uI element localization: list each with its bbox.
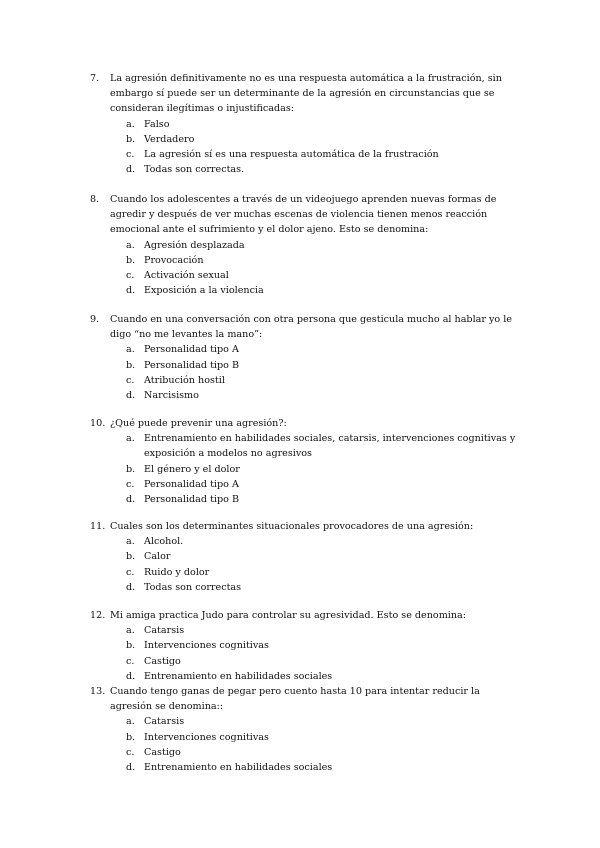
question-11 — [90, 519, 520, 595]
option — [126, 373, 520, 388]
option — [126, 745, 520, 760]
question-number: 7. — [90, 73, 100, 84]
question-text: Cuando en una conversación con otra persona que gesticula mucho al hablar yo le digo “no me levantes la mano”: — [110, 314, 512, 341]
option-text: Catarsis — [144, 716, 185, 728]
option — [126, 342, 520, 357]
option-letter: c. — [126, 374, 135, 386]
option — [126, 730, 520, 745]
options-list — [126, 534, 520, 595]
options-list — [126, 623, 520, 684]
option-text: Narcisismo — [144, 390, 199, 402]
option-text: Alcohol. — [144, 536, 184, 548]
question-10 — [90, 416, 520, 507]
option — [126, 654, 520, 669]
option-text: Provocación — [144, 254, 204, 266]
option-letter: d. — [126, 494, 136, 506]
option-text: Atribución hostil — [144, 374, 225, 386]
question-12 — [90, 608, 520, 684]
option — [126, 669, 520, 684]
options-list — [126, 117, 520, 178]
option-text: Personalidad tipo A — [144, 478, 239, 490]
option — [126, 117, 520, 132]
option — [126, 283, 520, 298]
options-list — [126, 238, 520, 299]
option-letter: c. — [126, 478, 135, 490]
question-8 — [90, 192, 520, 298]
option-text: Entrenamiento en habilidades sociales, catarsis, intervenciones cognitivas y exposición a modelos no agresivos — [144, 433, 516, 460]
option-text: Activación sexual — [144, 270, 229, 282]
option-letter: b. — [126, 463, 136, 475]
option-text: Agresión desplazada — [144, 239, 245, 251]
option-text: Personalidad tipo B — [144, 359, 240, 371]
question-number: 10. — [90, 418, 106, 429]
option — [126, 147, 520, 162]
option — [126, 760, 520, 775]
question-text: ¿Qué puede prevenir una agresión?: — [110, 418, 287, 429]
option-letter: b. — [126, 133, 136, 145]
question-number: 13. — [90, 686, 106, 697]
question-number: 8. — [90, 194, 100, 205]
question-text: Cuando los adolescentes a través de un videojuego aprenden nuevas formas de agredir y después de ver muchas escenas de violencia tienen menos reacción emocional ante el sufrimiento y el dolor ajeno. Esto se denomina: — [110, 194, 497, 236]
question-number: 11. — [90, 521, 106, 532]
option-letter: d. — [126, 390, 136, 402]
option-text: Calor — [144, 551, 171, 563]
option — [126, 580, 520, 595]
option-letter: a. — [126, 344, 135, 356]
option-text: Castigo — [144, 746, 181, 758]
option-letter: a. — [126, 118, 135, 130]
option-letter: b. — [126, 640, 136, 652]
option-letter: a. — [126, 536, 135, 548]
option-letter: a. — [126, 433, 135, 445]
option-letter: d. — [126, 164, 136, 176]
option — [126, 162, 520, 177]
question-text: Cuando tengo ganas de pegar pero cuento hasta 10 para intentar reducir la agresión se denomina:: — [110, 686, 480, 713]
option-letter: d. — [126, 670, 136, 682]
option-text: Falso — [144, 118, 170, 130]
option-letter: d. — [126, 762, 136, 774]
option-text: Todas son correctas. — [144, 164, 245, 176]
option-text: La agresión sí es una respuesta automática de la frustración — [144, 149, 439, 161]
option — [126, 253, 520, 268]
option — [126, 238, 520, 253]
option — [126, 477, 520, 492]
option-letter: b. — [126, 254, 136, 266]
option-text: Intervenciones cognitivas — [144, 731, 269, 743]
question-7 — [90, 71, 520, 177]
option — [126, 565, 520, 580]
option — [126, 492, 520, 507]
option-letter: c. — [126, 270, 135, 282]
option-letter: b. — [126, 359, 136, 371]
option — [126, 358, 520, 373]
options-list — [126, 714, 520, 775]
option-letter: b. — [126, 551, 136, 563]
option — [126, 638, 520, 653]
option — [126, 714, 520, 729]
question-text: Cuales son los determinantes situacionales provocadores de una agresión: — [110, 521, 474, 532]
option-letter: d. — [126, 285, 136, 297]
question-13 — [90, 684, 520, 775]
option-text: Intervenciones cognitivas — [144, 640, 269, 652]
option-text: Ruido y dolor — [144, 566, 210, 578]
option — [126, 431, 520, 461]
option — [126, 388, 520, 403]
option — [126, 132, 520, 147]
question-9 — [90, 312, 520, 403]
option-text: Exposición a la violencia — [144, 285, 264, 297]
option — [126, 549, 520, 564]
option-letter: a. — [126, 239, 135, 251]
option-letter: d. — [126, 581, 136, 593]
option-letter: a. — [126, 625, 135, 637]
option — [126, 623, 520, 638]
option-letter: c. — [126, 149, 135, 161]
option-text: Verdadero — [144, 133, 195, 145]
option-letter: c. — [126, 566, 135, 578]
option — [126, 268, 520, 283]
option-text: Personalidad tipo A — [144, 344, 239, 356]
options-list — [126, 342, 520, 403]
option-letter: c. — [126, 746, 135, 758]
question-number: 12. — [90, 610, 106, 621]
option-text: Castigo — [144, 655, 181, 667]
question-number: 9. — [90, 314, 100, 325]
option-text: Entrenamiento en habilidades sociales — [144, 670, 333, 682]
option-text: El género y el dolor — [144, 463, 240, 475]
option-text: Personalidad tipo B — [144, 494, 240, 506]
option-letter: c. — [126, 655, 135, 667]
option-text: Catarsis — [144, 625, 185, 637]
question-text: La agresión definitivamente no es una respuesta automática a la frustración, sin embargo sí puede ser un determinante de la agresión en circunstancias que se consideran ilegítimas o injustificadas: — [110, 73, 502, 115]
option-text: Entrenamiento en habilidades sociales — [144, 762, 333, 774]
option-letter: b. — [126, 731, 136, 743]
option — [126, 462, 520, 477]
option-text: Todas son correctas — [144, 581, 242, 593]
option — [126, 534, 520, 549]
option-letter: a. — [126, 716, 135, 728]
options-list — [126, 431, 520, 507]
question-text: Mi amiga practica Judo para controlar su agresividad. Esto se denomina: — [110, 610, 466, 621]
